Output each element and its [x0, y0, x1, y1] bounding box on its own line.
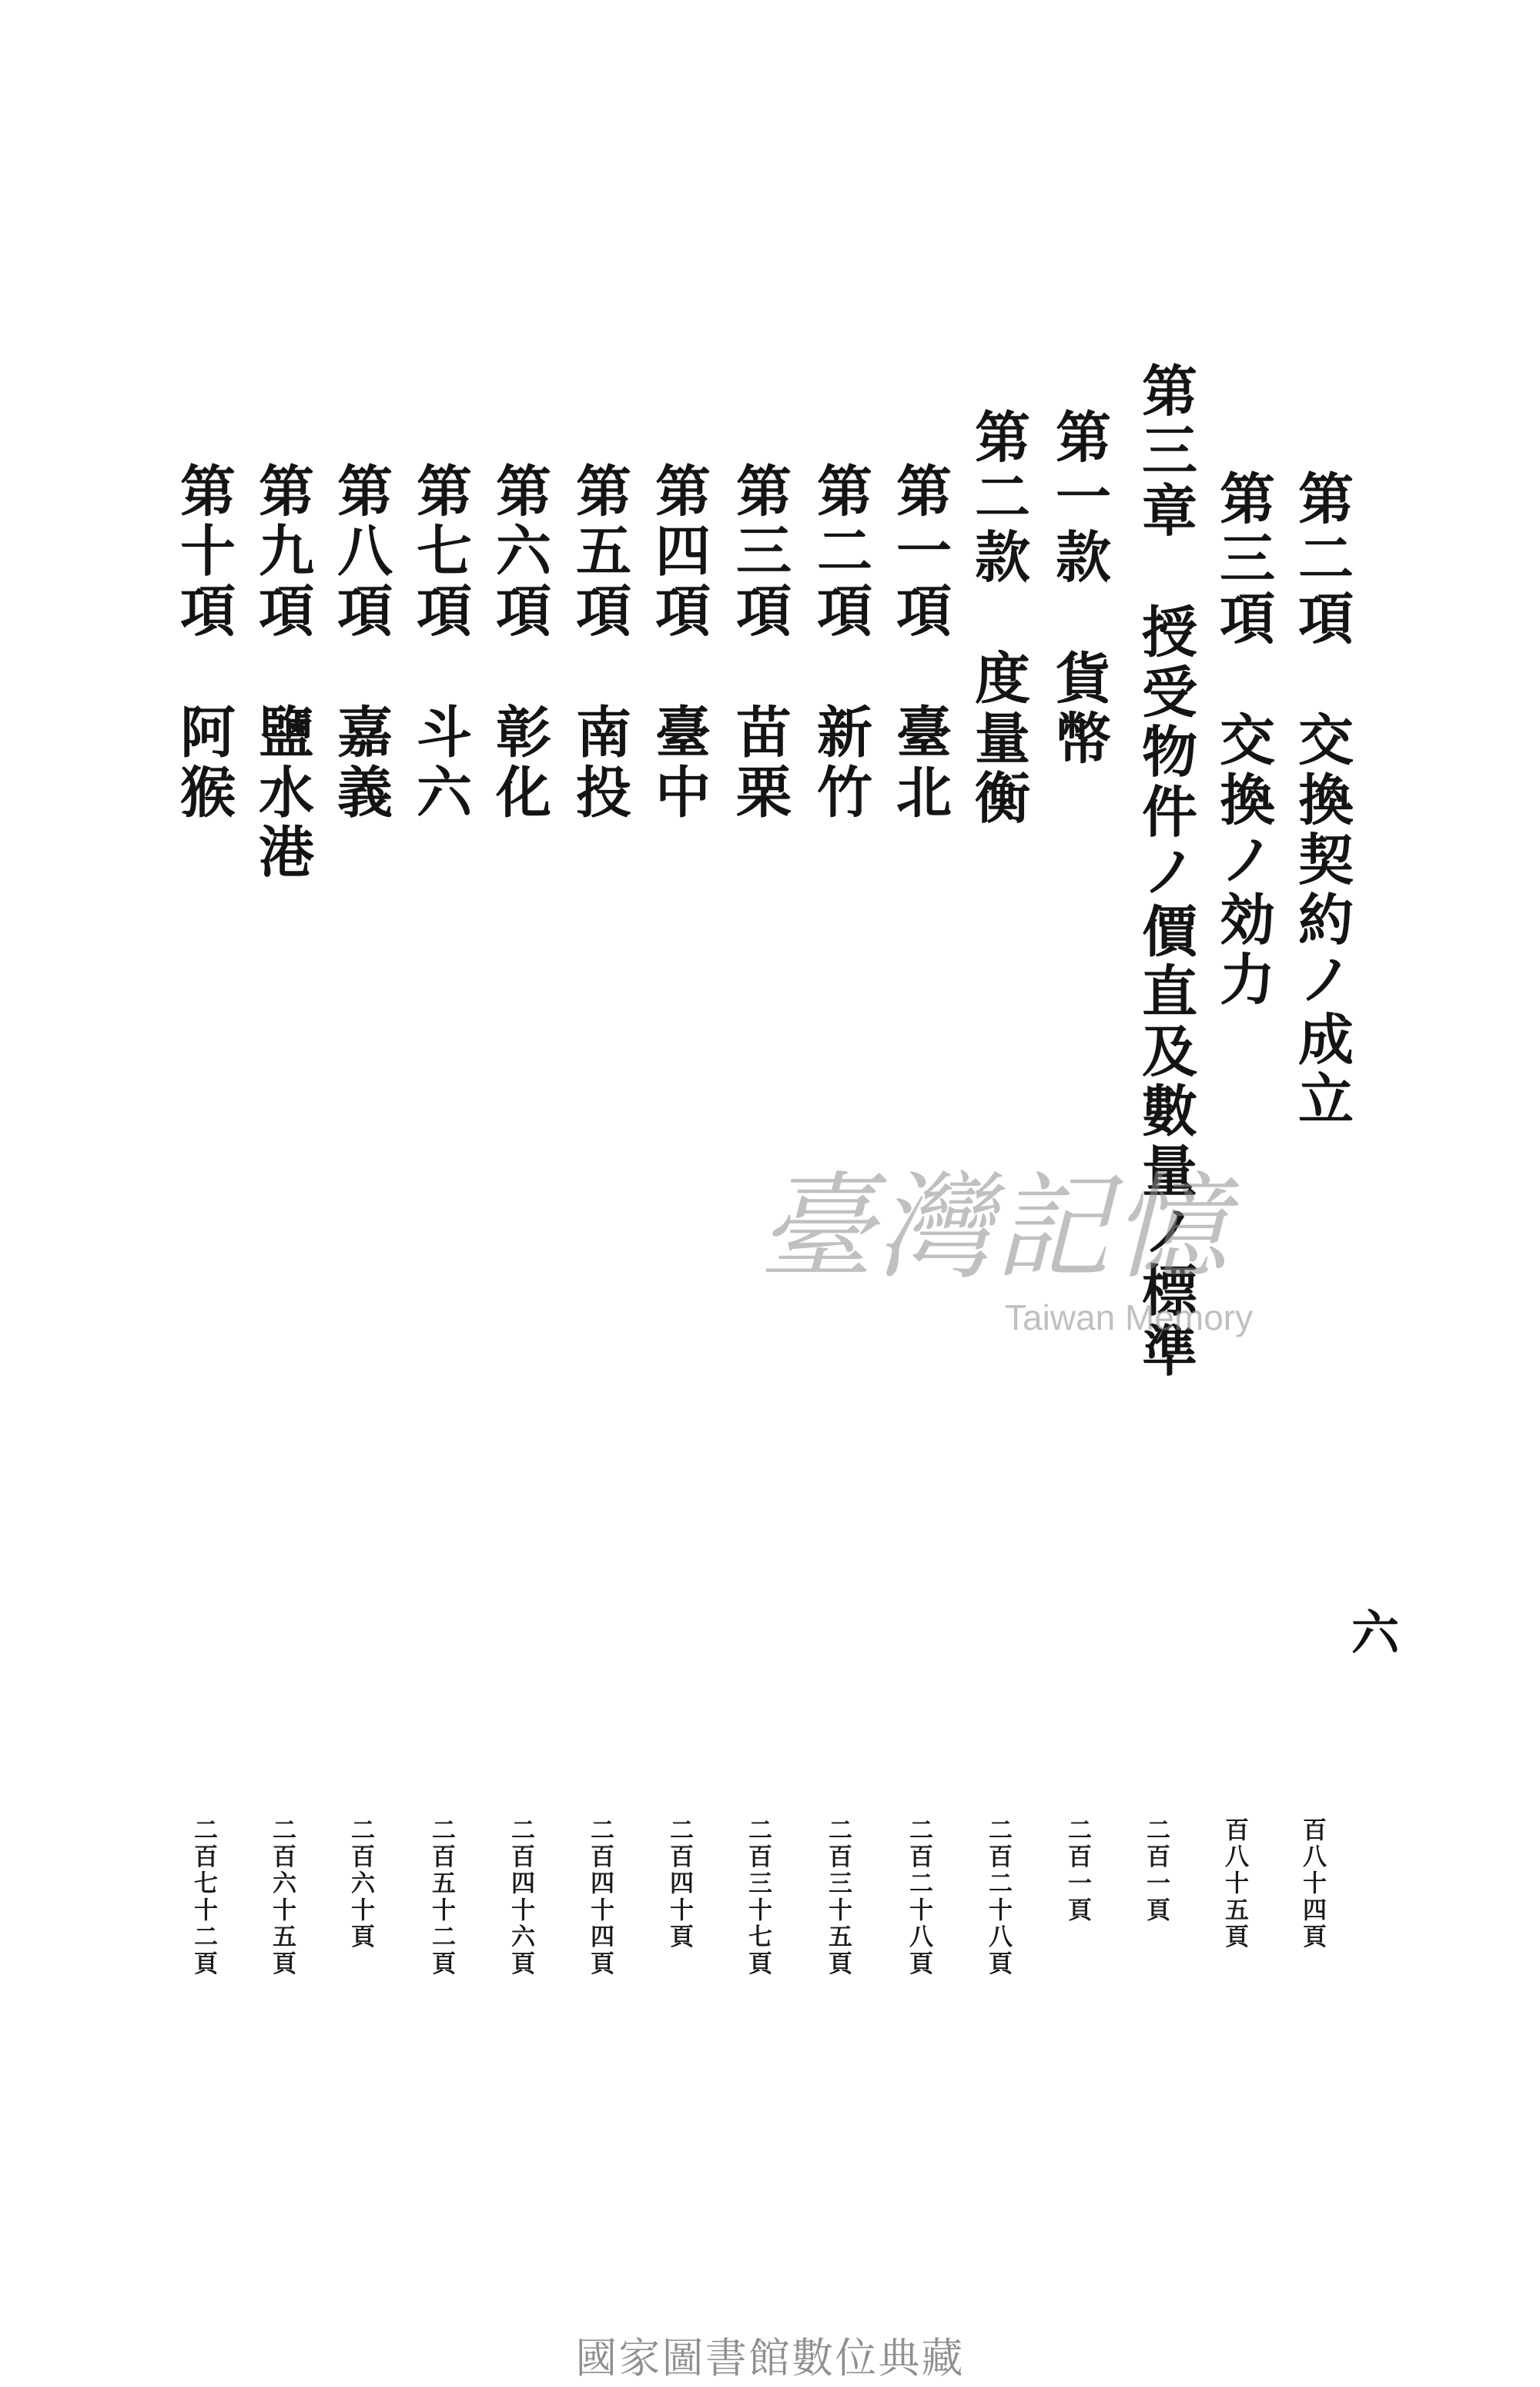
entry-heading: 第一款 [1046, 408, 1112, 588]
toc-entry [1046, 408, 1112, 769]
entry-heading: 第七項 [407, 462, 473, 642]
entry-title: 授受物件ノ價直及數量ノ標準 [1133, 603, 1198, 1382]
toc-entry [487, 462, 552, 823]
entry-title: 彰化 [487, 703, 552, 823]
page-reference: 二百四十六頁 [507, 1817, 534, 1978]
toc-entry [567, 462, 632, 823]
toc-entry [966, 408, 1031, 829]
watermark-english-text: Taiwan Memory [1005, 1297, 1254, 1337]
entry-title: 苗栗 [727, 703, 792, 823]
entry-title: 交換ノ効力 [1210, 711, 1276, 1011]
page-reference: 二百三十五頁 [824, 1817, 852, 1978]
entry-title: 斗六 [407, 703, 473, 823]
entry-heading: 第十項 [171, 462, 236, 642]
entry-title: 交換契約ノ成立 [1289, 711, 1354, 1130]
toc-entry [727, 462, 792, 823]
page-reference: 二百四十頁 [665, 1817, 693, 1951]
taiwan-memory-watermark [758, 1161, 1267, 1363]
page-reference: 二百七十二頁 [189, 1817, 217, 1978]
toc-entry [249, 462, 315, 883]
page-reference: 二百一頁 [1063, 1817, 1091, 1924]
entry-heading: 第二項 [808, 462, 873, 642]
page-reference: 百八十五頁 [1220, 1817, 1248, 1951]
watermark-cjk-text: 臺灣記憶 [758, 1161, 1230, 1295]
toc-entry [808, 462, 873, 823]
page-reference: 二百五十二頁 [427, 1817, 455, 1978]
page-reference: 二百六十頁 [346, 1817, 374, 1951]
page-reference: 二百二十八頁 [984, 1817, 1012, 1978]
folio-number: 六 [1351, 1605, 1400, 1661]
toc-entry [646, 462, 711, 823]
entry-title: 度量衡 [966, 649, 1031, 829]
toc-entry [887, 462, 952, 823]
entry-title: 鹽水港 [249, 703, 315, 883]
entry-title: 臺中 [646, 703, 711, 823]
entry-heading: 第二款 [966, 408, 1031, 588]
entry-heading: 第五項 [567, 462, 632, 642]
entry-title: 阿猴 [171, 703, 236, 823]
entry-heading: 第八項 [328, 462, 393, 642]
entry-heading: 第三章 [1133, 362, 1198, 542]
toc-entry [1289, 470, 1354, 1130]
page-reference: 二百二十八頁 [905, 1817, 932, 1978]
entry-heading: 第二項 [1289, 470, 1354, 650]
toc-entry [171, 462, 236, 823]
page-reference: 二百四十四頁 [586, 1817, 614, 1978]
entry-title: 臺北 [887, 703, 952, 823]
toc-entry [407, 462, 473, 823]
toc-entry [1210, 470, 1276, 1011]
entry-heading: 第三項 [727, 462, 792, 642]
entry-heading: 第三項 [1210, 470, 1276, 650]
entry-heading: 第六項 [487, 462, 552, 642]
footer-credit: 國家圖書館數位典藏 [575, 2334, 965, 2382]
entry-title: 南投 [567, 703, 632, 823]
page-reference: 二百一頁 [1142, 1817, 1170, 1924]
entry-heading: 第九項 [249, 462, 315, 642]
page-reference: 百八十四頁 [1298, 1817, 1326, 1951]
entry-title: 嘉義 [328, 703, 393, 823]
entry-title: 貨幣 [1046, 649, 1112, 769]
entry-heading: 第一項 [887, 462, 952, 642]
entry-heading: 第四項 [646, 462, 711, 642]
entry-title: 新竹 [808, 703, 873, 823]
page-reference: 二百六十五頁 [268, 1817, 296, 1978]
page-reference: 二百三十七頁 [744, 1817, 772, 1978]
toc-entry [328, 462, 393, 823]
